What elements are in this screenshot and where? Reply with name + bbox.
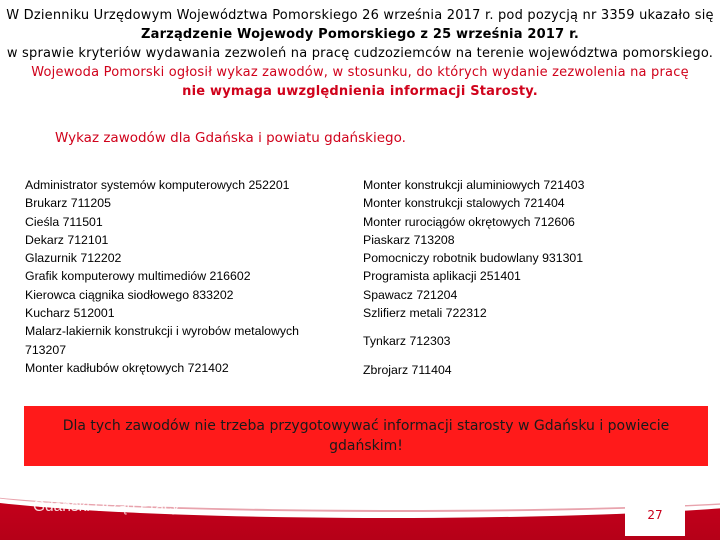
list-item: Tynkarz 712303 bbox=[363, 334, 451, 349]
list-item: Monter konstrukcji aluminiowych 721403 bbox=[363, 178, 585, 192]
list-item: Kucharz 512001 bbox=[25, 306, 115, 321]
list-item: Cieśla 711501 bbox=[25, 214, 103, 229]
list-item: Zbrojarz 711404 bbox=[363, 362, 452, 377]
occupations-left-column bbox=[25, 176, 355, 377]
list-item: Programista aplikacji 251401 bbox=[363, 269, 521, 284]
intro-text bbox=[0, 6, 720, 101]
list-item: Malarz-lakiernik konstrukcji i wyrobów metalowych bbox=[25, 324, 300, 339]
notice-text: Dla tych zawodów nie trzeba przygotowywać informacji starosty w Gdańsku i powiecie gdańskim! bbox=[62, 418, 670, 454]
list-item: Pomocniczy robotnik budowlany 931301 bbox=[363, 251, 584, 266]
list-item: Administrator systemów komputerowych 252201 bbox=[25, 178, 290, 192]
list-item: Monter rurociągów okrętowych 712606 bbox=[363, 214, 575, 229]
footer bbox=[0, 488, 720, 540]
list-item: Glazurnik 712202 bbox=[25, 251, 122, 266]
intro-line-5: nie wymaga uwzględnienia informacji Starosty. bbox=[182, 84, 538, 99]
list-item: Monter kadłubów okrętowych 721402 bbox=[25, 360, 229, 375]
list-item: Dekarz 712101 bbox=[25, 232, 109, 247]
list-title: Wykaz zawodów dla Gdańska i powiatu gdańskiego. bbox=[55, 130, 406, 146]
occupations-right-column bbox=[363, 176, 693, 379]
list-item: Kierowca ciągnika siodłowego 833202 bbox=[25, 287, 234, 302]
intro-line-4: Wojewoda Pomorski ogłosił wykaz zawodów, w stosunku, do których wydanie zezwolenia na pracę bbox=[31, 65, 689, 80]
footer-brand: Gdański Urząd Pracy bbox=[33, 498, 180, 515]
list-item: Spawacz 721204 bbox=[363, 287, 458, 302]
page-number: 27 bbox=[625, 500, 685, 536]
intro-line-1: W Dzienniku Urzędowym Województwa Pomorskiego 26 września 2017 r. pod pozycją nr 3359 ukazało się bbox=[6, 8, 714, 23]
notice-box bbox=[24, 406, 708, 466]
list-item: Piaskarz 713208 bbox=[363, 232, 455, 247]
intro-line-2: Zarządzenie Wojewody Pomorskiego z 25 września 2017 r. bbox=[140, 27, 580, 42]
intro-line-3: w sprawie kryteriów wydawania zezwoleń na pracę cudzoziemców na terenie województwa pomorskiego. bbox=[6, 46, 714, 61]
list-item: Monter konstrukcji stalowych 721404 bbox=[363, 196, 565, 211]
list-item: Grafik komputerowy multimediów 216602 bbox=[25, 269, 251, 284]
list-item: 713207 bbox=[25, 342, 67, 357]
list-item: Brukarz 711205 bbox=[25, 196, 111, 211]
list-item: Szlifierz metali 722312 bbox=[363, 306, 487, 321]
